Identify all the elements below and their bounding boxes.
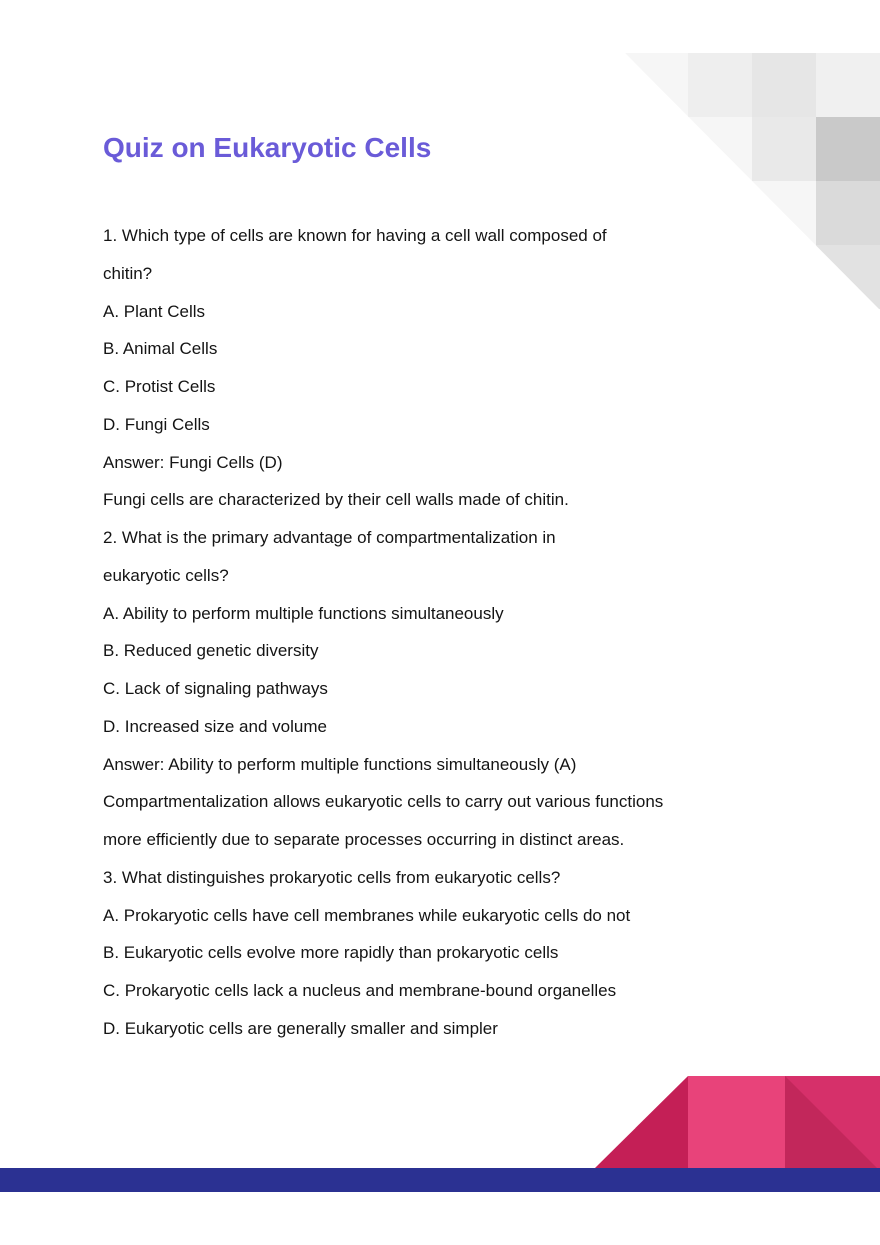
blue-footer-band: [0, 1168, 880, 1192]
grey-tile: [816, 117, 880, 181]
question-2-option-a: A. Ability to perform multiple functions simultaneously: [103, 603, 504, 623]
pink-block-shape: [688, 1076, 785, 1168]
question-1-option-c: C. Protist Cells: [103, 377, 216, 396]
pink-triangle-shape: [595, 1076, 688, 1168]
pink-block-right-shape: [785, 1076, 880, 1168]
question-1-answer: Answer: Fungi Cells (D): [103, 452, 283, 472]
question-1-option-b: B. Animal Cells: [103, 339, 218, 359]
question-1-option-d: D. Fungi Cells: [103, 414, 210, 434]
question-3-line-1: 3. What distinguishes prokaryotic cells from eukaryotic cells?: [103, 867, 561, 887]
question-2-line-2: eukaryotic cells?: [103, 565, 229, 585]
quiz-body: [103, 217, 723, 1048]
question-2-explanation-line-1: Compartmentalization allows eukaryotic cells to carry out various functions: [103, 792, 664, 812]
question-3-option-b: B. Eukaryotic cells evolve more rapidly than prokaryotic cells: [103, 943, 559, 963]
question-2-answer: Answer: Ability to perform multiple functions simultaneously (A): [103, 754, 577, 774]
question-2-line-1: 2. What is the primary advantage of compartmentalization in: [103, 528, 556, 547]
pink-shadow-shape: [785, 1076, 877, 1168]
question-2-option-d: D. Increased size and volume: [103, 716, 327, 736]
page-title: Quiz on Eukaryotic Cells: [103, 132, 432, 163]
grey-tile: [816, 245, 880, 309]
question-1-line-2: chitin?: [103, 263, 153, 283]
question-1-line-1: 1. Which type of cells are known for having a cell wall composed of: [103, 226, 607, 245]
question-2-option-c: C. Lack of signaling pathways: [103, 679, 328, 698]
grey-tile: [816, 181, 880, 245]
question-2-explanation-line-2: more efficiently due to separate processes occurring in distinct areas.: [103, 830, 625, 849]
question-3-option-c: C. Prokaryotic cells lack a nucleus and membrane-bound organelles: [103, 981, 617, 1000]
grey-tile: [816, 53, 880, 117]
question-1-explanation: Fungi cells are characterized by their cell walls made of chitin.: [103, 490, 569, 510]
grey-tile: [688, 53, 752, 117]
question-3-option-d: D. Eukaryotic cells are generally smaller and simpler: [103, 1018, 498, 1038]
question-3-option-a: A. Prokaryotic cells have cell membranes while eukaryotic cells do not: [103, 905, 631, 925]
question-2-option-b: B. Reduced genetic diversity: [103, 641, 319, 661]
question-1-option-a: A. Plant Cells: [103, 301, 206, 321]
grey-tile: [752, 117, 816, 181]
grey-tile: [752, 53, 816, 117]
bottom-decoration: [0, 1060, 880, 1245]
